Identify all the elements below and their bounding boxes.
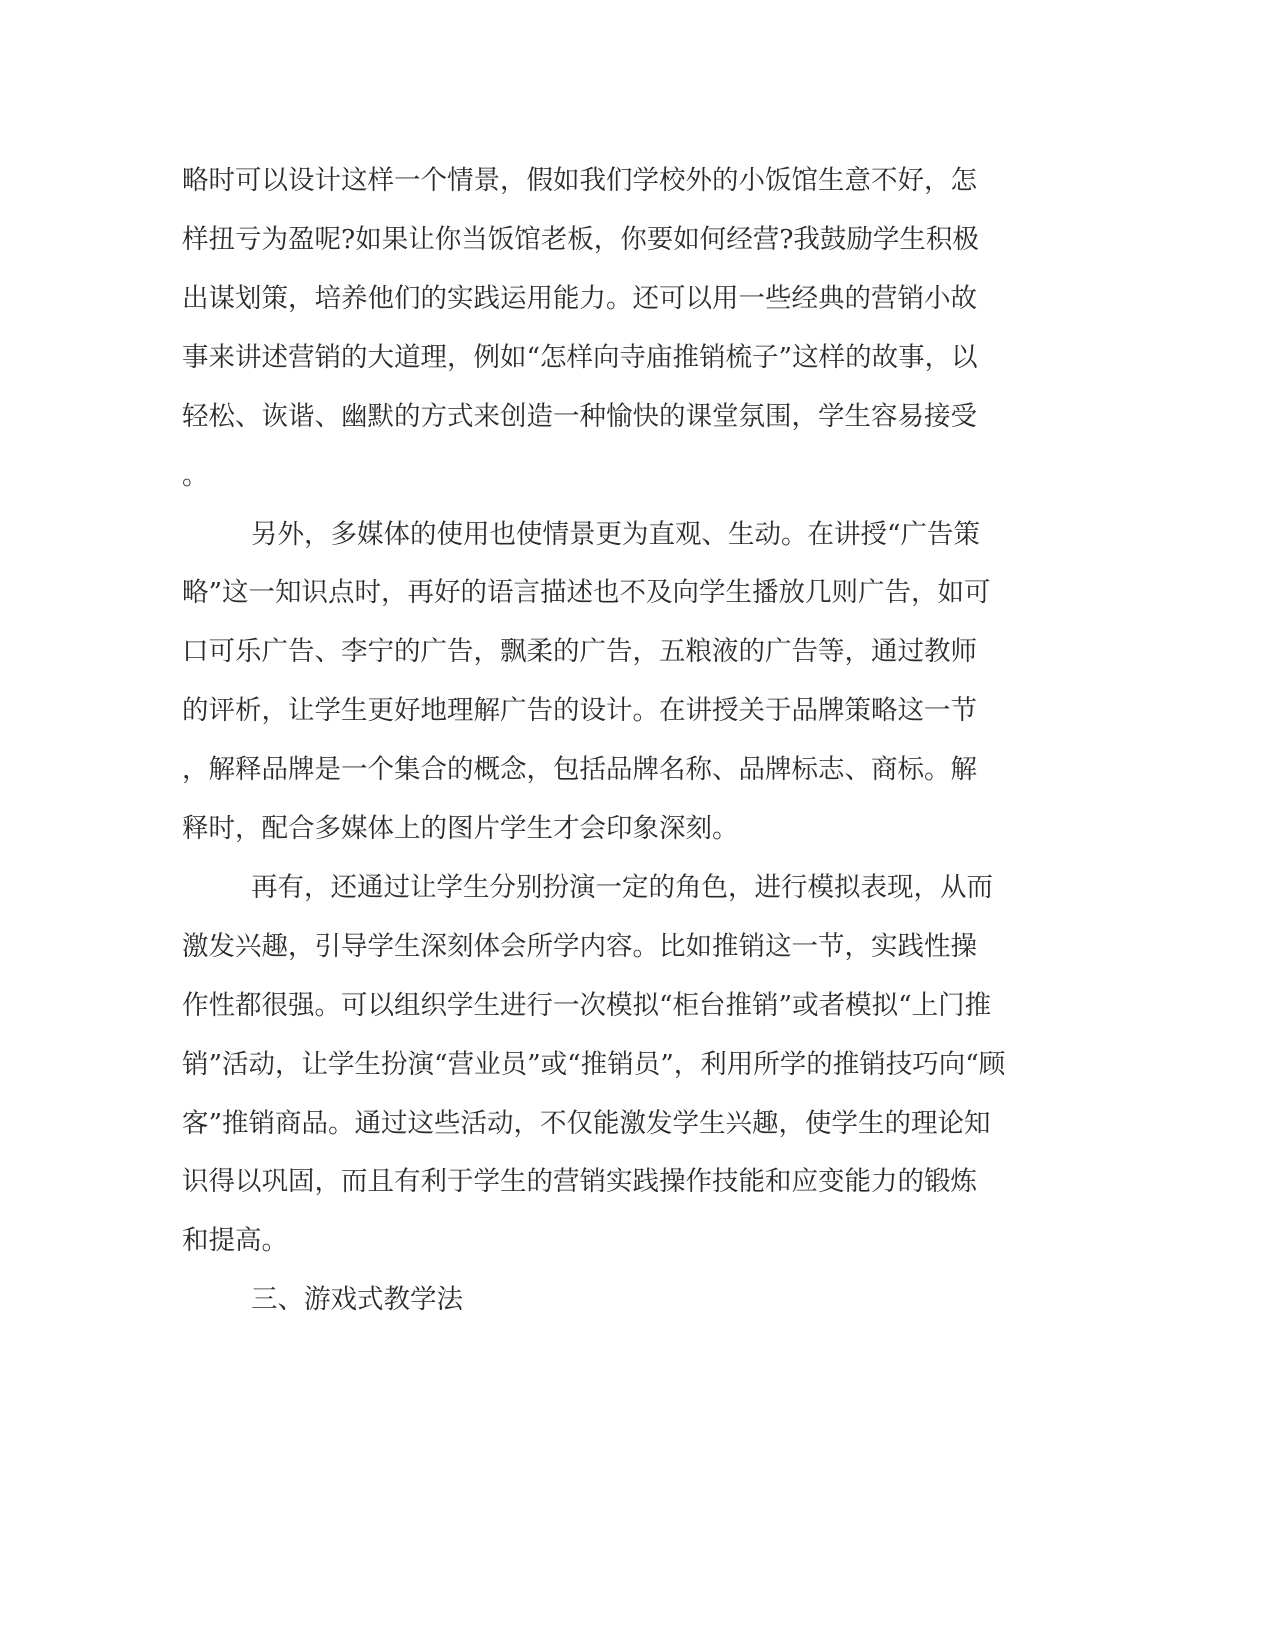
text-line: 事来讲述营销的大道理，例如“怎样向寺庙推销梳子”这样的故事，以 — [182, 342, 978, 373]
text-line: 激发兴趣，引导学生深刻体会所学内容。比如推销这一节，实践性操 — [182, 931, 977, 962]
text-line: 识得以巩固，而且有利于学生的营销实践操作技能和应变能力的锻炼 — [182, 1166, 977, 1197]
text-line: 和提高。 — [182, 1225, 288, 1256]
text-line: 略”这一知识点时，再好的语言描述也不及向学生播放几则广告，如可 — [182, 577, 991, 608]
text-line: ，解释品牌是一个集合的概念，包括品牌名称、品牌标志、商标。解 — [182, 754, 977, 785]
text-line: 作性都很强。可以组织学生进行一次模拟“柜台推销”或者模拟“上门推 — [182, 990, 992, 1021]
text-line: 客”推销商品。通过这些活动，不仅能激发学生兴趣，使学生的理论知 — [182, 1108, 991, 1139]
paragraph-start-line: 再有，还通过让学生分别扮演一定的角色，进行模拟表现，从而 — [251, 872, 993, 903]
text-line: 的评析，让学生更好地理解广告的设计。在讲授关于品牌策略这一节 — [182, 695, 977, 726]
section-heading: 三、游戏式教学法 — [251, 1284, 463, 1315]
text-line: 略时可以设计这样一个情景，假如我们学校外的小饭馆生意不好，怎 — [182, 165, 977, 196]
text-line: 销”活动，让学生扮演“营业员”或“推销员”，利用所学的推销技巧向“顾 — [182, 1049, 1006, 1080]
text-line: 轻松、诙谐、幽默的方式来创造一种愉快的课堂氛围，学生容易接受 — [182, 401, 977, 432]
paragraph-start-line: 另外，多媒体的使用也使情景更为直观、生动。在讲授“广告策 — [251, 519, 981, 550]
text-line: 口可乐广告、李宁的广告，飘柔的广告，五粮液的广告等，通过教师 — [182, 636, 977, 667]
text-line: 出谋划策，培养他们的实践运用能力。还可以用一些经典的营销小故 — [182, 283, 977, 314]
text-line: 。 — [182, 460, 209, 491]
text-line: 样扭亏为盈呢?如果让你当饭馆老板，你要如何经营?我鼓励学生积极 — [182, 224, 979, 255]
text-line: 释时，配合多媒体上的图片学生才会印象深刻。 — [182, 813, 739, 844]
